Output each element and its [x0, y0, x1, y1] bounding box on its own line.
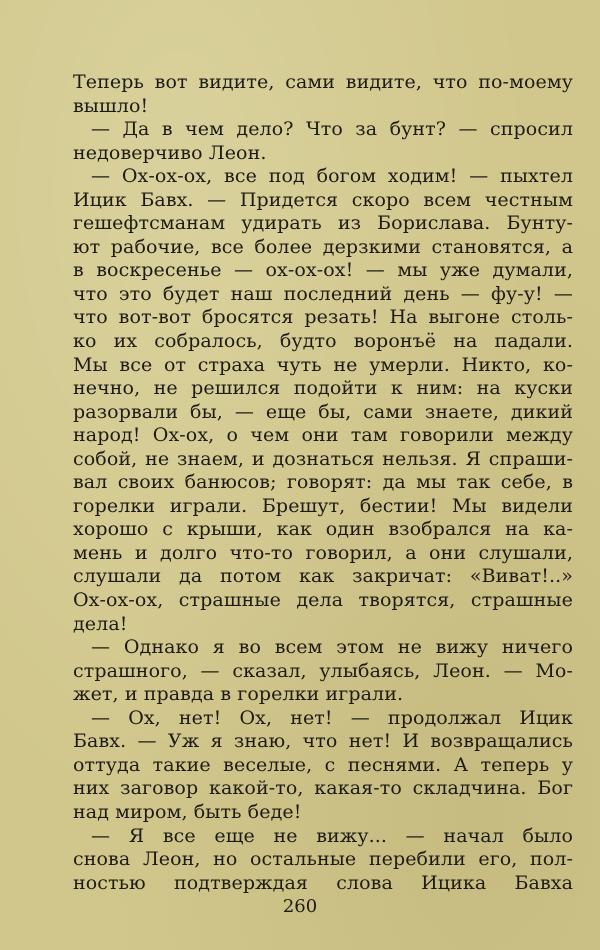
text-line: народ! Ох-ох, о чем они там говорили между [73, 424, 573, 447]
text-line: горелки играли. Брешут, бестии! Мы видели [73, 494, 573, 517]
text-line: хорошо с крыши, как один взобрался на ка- [73, 518, 573, 541]
text-line: них заговор какой-то, какая-то складчина. Бог [73, 777, 573, 800]
text-line: жет, и правда в горелки играли. [73, 683, 404, 706]
text-line: Бавх. — Уж я знаю, что нет! И возвращались [73, 730, 573, 753]
text-line: слушали да потом как закричат: «Виват!..» [73, 565, 573, 588]
text-line: — Однако я во всем этом не вижу ничего [91, 636, 573, 659]
text-line: ко их собралось, будто воронъё на падали. [73, 330, 573, 353]
text-line: Теперь вот видите, сами видите, что по-моему [73, 71, 573, 93]
page-number: 260 [282, 896, 318, 917]
text-line: оттуда такие веселые, с песнями. А теперь у [73, 753, 573, 776]
body-text [73, 71, 573, 895]
text-line: — Я все еще не вижу... — начал было [91, 824, 573, 847]
text-line: недоверчиво Леон. [73, 141, 267, 164]
text-line: вышло! [73, 94, 149, 117]
text-line: ностью подтверждая слова Ицика Бавха [73, 871, 573, 894]
text-line: что это будет наш последний день — фу-у! — [73, 282, 573, 305]
text-line: Мы все от страха чуть не умерли. Никто, ко- [73, 353, 573, 376]
text-line: разорвали бы, — еще бы, сами знаете, дикий [73, 400, 573, 423]
text-line: снова Леон, но остальные перебили его, пол- [73, 848, 573, 871]
text-line: Ицик Бавх. — Придется скоро всем честным [73, 188, 573, 211]
text-line: вал своих банюсов; говорят: да мы так себе, в [73, 471, 573, 494]
text-line: над миром, быть беде! [73, 800, 302, 823]
text-line: что вот-вот бросятся резать! На выгоне столь- [73, 306, 573, 329]
text-line: в воскресенье — ох-ох-ох! — мы уже думали, [73, 259, 573, 282]
text-line: Ох-ох-ох, страшные дела творятся, страшные [73, 589, 573, 612]
text-line: гешефтсманам удирать из Борислава. Бунту- [73, 212, 573, 235]
text-line: страшного, — сказал, улыбаясь, Леон. — Мо- [73, 659, 573, 682]
text-line: ют рабочие, все более дерзкими становятся, а [73, 235, 573, 258]
text-line: — Да в чем дело? Что за бунт? — спросил [91, 118, 573, 141]
text-line: мень и долго что-то говорил, а они слушали, [73, 541, 573, 564]
text-line: собой, не знаем, и дознаться нельзя. Я спраши- [73, 447, 573, 470]
text-line: нечно, не решился подойти к ним: на куски [73, 377, 573, 400]
text-line: — Ох, нет! Ох, нет! — продолжал Ицик [91, 706, 573, 729]
text-line: — Ох-ох-ох, все под богом ходим! — пыхтел [91, 165, 573, 188]
text-line: дела! [73, 612, 128, 635]
